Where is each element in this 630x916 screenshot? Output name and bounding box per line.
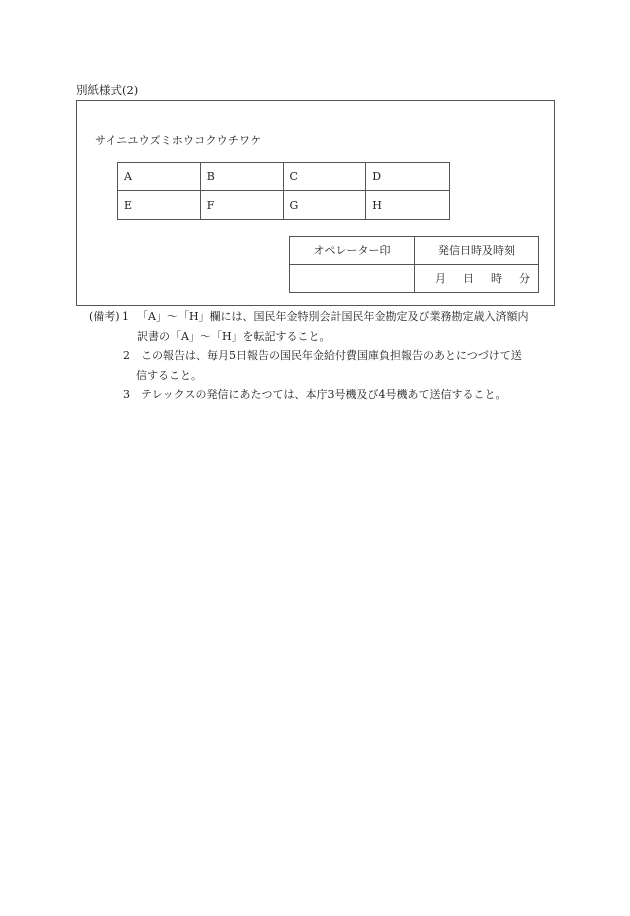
grid-cell-g: G xyxy=(284,191,367,219)
note-2-line-2: 信すること。 xyxy=(136,368,202,382)
grid-cell-h: H xyxy=(372,198,382,212)
operator-stamp-field xyxy=(290,265,415,293)
remarks-heading: (備考) xyxy=(89,310,120,323)
note-number: 1 xyxy=(122,310,129,323)
grid-cell-c: C xyxy=(284,163,367,191)
grid-cell-e: E xyxy=(118,191,201,219)
grid-cell-a: A xyxy=(118,163,201,191)
grid-cell-b: B xyxy=(201,163,284,191)
minute-label: 分 xyxy=(519,272,530,286)
code-grid xyxy=(117,162,450,220)
operator-stamp-header: オペレーター印 xyxy=(290,237,415,265)
note-1-line-2: 訳書の「A」～「H」を転記すること。 xyxy=(137,329,331,343)
note-1-line-1: 「A」～「H」欄には、国民年金特別会計国民年金勘定及び業務勘定歳入済額内 xyxy=(137,310,529,323)
day-label: 日 xyxy=(463,272,474,286)
note-2-line-1: この報告は、毎月5日報告の国民年金給付費国庫負担報告のあとにつづけて送 xyxy=(141,349,522,362)
grid-cell-f: F xyxy=(201,191,284,219)
send-datetime-field xyxy=(415,265,538,293)
telex-title: サイニユウズミホウコクウチワケ xyxy=(95,134,262,147)
note-number: 3 xyxy=(123,388,130,401)
operator-table xyxy=(289,236,539,293)
note-number: 2 xyxy=(123,349,130,362)
grid-cell-d: D xyxy=(366,163,449,191)
hour-label: 時 xyxy=(491,272,502,286)
form-label: 別紙様式(2) xyxy=(76,83,139,97)
month-label: 月 xyxy=(435,272,446,286)
note-3-line-1: テレックスの発信にあたつては、本庁3号機及び4号機あて送信すること。 xyxy=(141,388,507,401)
send-datetime-header: 発信日時及時刻 xyxy=(415,237,538,265)
